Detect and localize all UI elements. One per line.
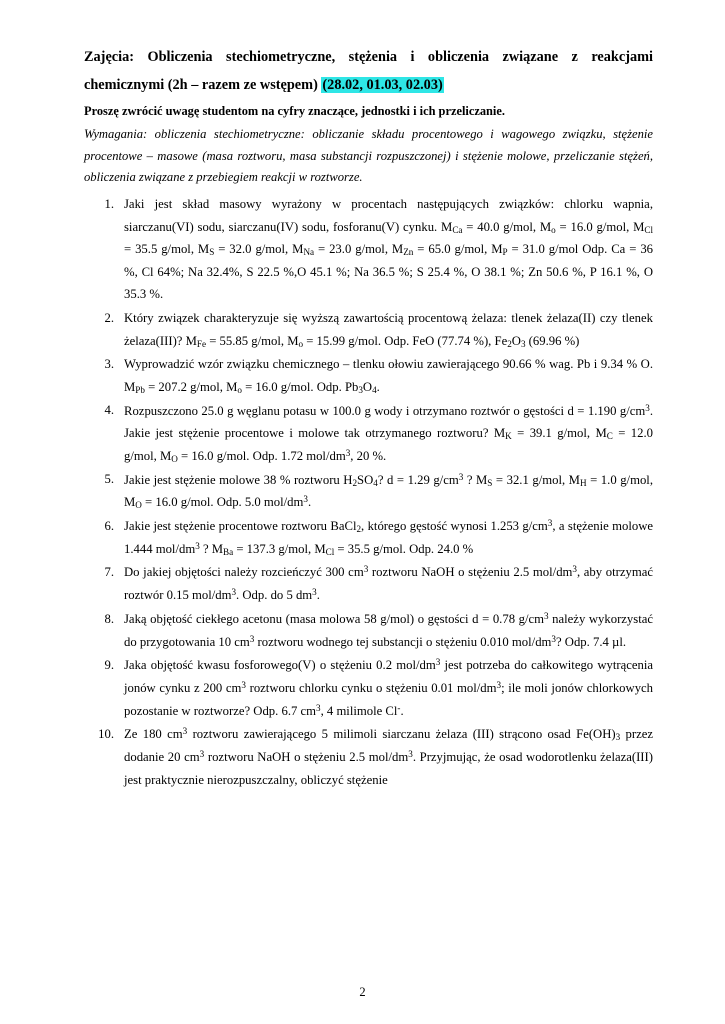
list-item: [84, 654, 653, 722]
task-text: Który związek charakteryzuje się wyższą zawartością procentową żelaza: tlenek żelaza(II) czy tlenek żelaza(III)? $M_{Fe} = 55.85$ g/mol, $M_o = 15.99$ g/mol. Odp. FeO (77.74 %), $Fe_2O_3$ (69.96 %): [124, 310, 653, 349]
subtitle-note: Proszę zwrócić uwagę studentom na cyfry znaczące, jednostki i ich przeliczanie.: [84, 103, 505, 118]
task-text: Jaki jest skład masowy wyrażony w procentach następujących związków: chlorku wapnia, siarczanu(VI) sodu, siarczanu(IV) sodu, fosforanu(V) cynku. $M_{Ca} = 40.0$ g/mol, $M_o = 16.0$ g/mol, $M_{Cl} = 35.5$ g/mol, $M_S = 32.0$ g/mol, $M_{Na} = 23.0$ g/mol, $M_{Zn} = 65.0$ g/mol, $M_P = 31.0$ g/mol Odp. Ca = 36 %, Cl 64%; Na 32.4%, S 22.5 %,O 45.1 %; Na 36.5 %; S 25.4 %, O 38.1 %; Zn 50.6 %, P 16.1 %, O 35.3 %.: [124, 196, 654, 302]
list-item: [84, 561, 653, 606]
list-item: [84, 515, 653, 560]
task-text: Ze 180 $cm^3$ roztworu zawierającego 5 milimoli siarczanu żelaza (III) strącono osad $Fe(OH)_3$ przez dodanie 20 $cm^3$ roztworu NaOH o stężeniu 2.5 mol/$dm^3$. Przyjmując, że osad wodorotlenku żelaza(III) jest praktycznie nierozpuszczalny, obliczyć stężenie: [124, 726, 653, 787]
page-number: 2: [359, 985, 366, 999]
requirements-paragraph: Wymagania: obliczenia stechiometryczne: obliczanie składu procentowego i wagowego związku, stężenie procentowe – masowe (masa roztworu, masa substancji rozpuszczonej) i stężenie molowe, przeliczanie stężeń, obliczenia związane z przebiegiem reakcji w roztworze.: [84, 126, 653, 185]
title-dates-highlight: (28.02, 01.03, 02.03): [322, 76, 443, 93]
list-item: [84, 723, 653, 791]
task-text: Wyprowadzić wzór związku chemicznego – tlenku ołowiu zawierającego 90.66 % wag. Pb i 9.34 % O. $M_{Pb} = 207.2$ g/mol, $M_o = 16.0$ g/mol. Odp. $Pb_3O_4$.: [124, 357, 653, 395]
task-text: Rozpuszczono 25.0 g węglanu potasu w 100.0 g wody i otrzymano roztwór o gęstości d = 1.190 $g/cm^3$. Jakie jest stężenie procentowe i molowe tak otrzymanego roztworu? $M_K = 39.1$ g/mol, $M_C = 12.0$ g/mol, $M_O = 16.0$ g/mol. Odp. 1.72 mol/$dm^3$, 20 %.: [124, 402, 654, 464]
list-item: [84, 193, 653, 306]
list-item: [84, 468, 653, 513]
list-item: [84, 353, 653, 398]
page-title: [84, 44, 653, 100]
task-text: Jakie jest stężenie procentowe roztworu BaCl$_2$, którego gęstość wynosi 1.253 $g/cm^3$, a stężenie molowe 1.444 mol/$dm^3$ ? $M_{Ba} = 137.3$ g/mol, $M_{Cl} = 35.5$ g/mol. Odp. 24.0 %: [124, 517, 653, 557]
list-item: [84, 608, 653, 653]
task-list: [84, 193, 653, 791]
task-text: Jaką objętość ciekłego acetonu (masa molowa 58 g/mol) o gęstości d = 0.78 $g/cm^3$ należy wykorzystać do przygotowania 10 $cm^3$ roztworu wodnego tej substancji o stężeniu 0.010 mol/$dm^3$? Odp. 7.4 µl.: [124, 610, 653, 649]
title-text: Zajęcia: Obliczenia stechiometryczne, stężenia i obliczenia związane z reakcjami chemicznymi (2h – razem ze wstępem): [84, 49, 653, 93]
task-text: Do jakiej objętości należy rozcieńczyć 300 $cm^3$ roztworu NaOH o stężeniu 2.5 mol/$dm^3$, aby otrzymać roztwór 0.15 mol/$dm^3$. Odp. do 5 $dm^3$.: [124, 564, 653, 603]
task-text: Jaka objętość kwasu fosforowego(V) o stężeniu 0.2 mol/$dm^3$ jest potrzeba do całkowitego wytrącenia jonów cynku z 200 $cm^3$ roztworu chlorku cynku o stężeniu 0.01 mol/$dm^3$; ile moli jonów chlorkowych pozostanie w roztworze? Odp. 6.7 $cm^3$, 4 milimole Cl-.: [124, 657, 654, 718]
task-text: Jakie jest stężenie molowe 38 % roztworu $H_2SO_4$? d = 1.29 $g/cm^3$ ? $M_S = 32.1$ g/mol, $M_H = 1.0$ g/mol, $M_O = 16.0$ g/mol. Odp. 5.0 mol/$dm^3$.: [124, 471, 653, 511]
list-item: [84, 399, 653, 467]
list-item: [84, 307, 653, 352]
